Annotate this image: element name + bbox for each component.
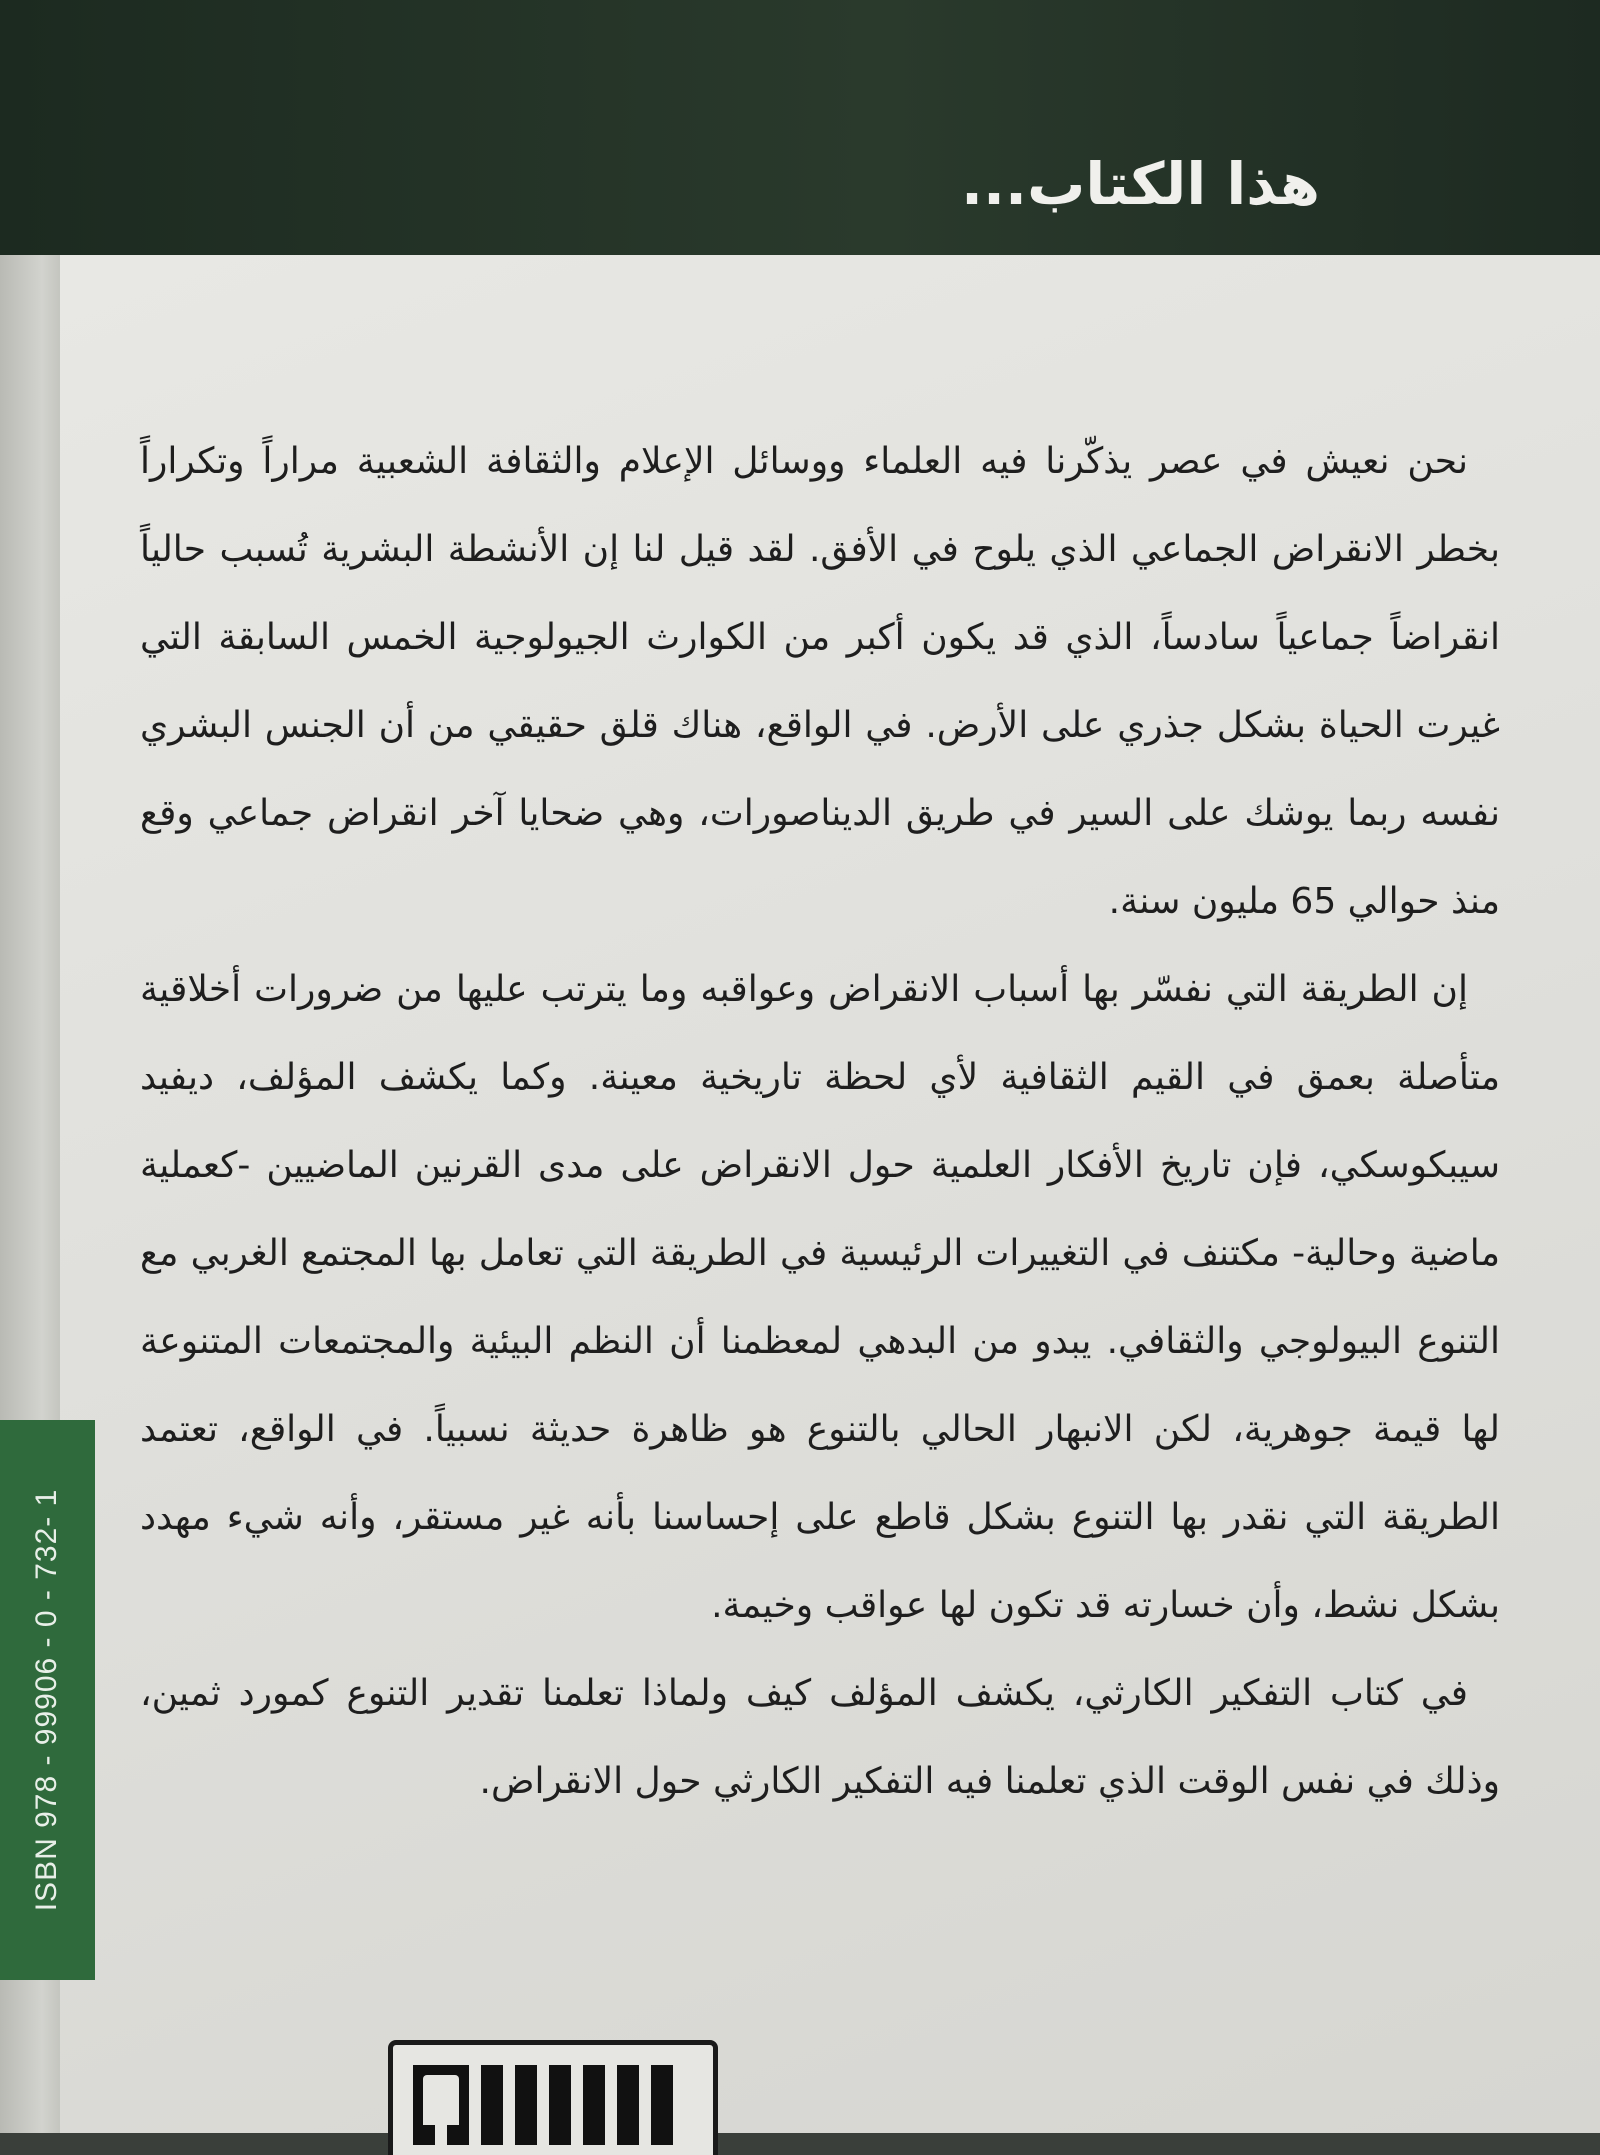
header-band	[0, 0, 1600, 255]
section-title: هذا الكتاب...	[960, 150, 1320, 218]
paragraph-1: نحن نعيش في عصر يذكّرنا فيه العلماء ووسائل الإعلام والثقافة الشعبية مراراً وتكراراً بخطر الانقراض الجماعي الذي يلوح في الأفق. لقد قيل لنا إن الأنشطة البشرية تُسبب حالياً انقراضاً جماعياً سادساً، الذي قد يكون أكبر من الكوارث الجيولوجية الخمس السابقة التي غيرت الحياة بشكل جذري على الأرض. في الواقع، هناك قلق حقيقي من أن الجنس البشري نفسه ربما يوشك على السير في طريق الديناصورات، وهي ضحايا آخر انقراض جماعي وقع منذ حوالي 65 مليون سنة.	[140, 441, 1500, 922]
paragraph-2: إن الطريقة التي نفسّر بها أسباب الانقراض وعواقبه وما يترتب عليها من ضرورات أخلاقية متأصلة بعمق في القيم الثقافية لأي لحظة تاريخية معينة. وكما يكشف المؤلف، ديفيد سيبكوسكي، فإن تاريخ الأفكار العلمية حول الانقراض على مدى القرنين الماضيين -كعملية ماضية وحالية- مكتنف في التغييرات الرئيسية في الطريقة التي تعامل بها المجتمع الغربي مع التنوع البيولوجي والثقافي. يبدو من البدهي لمعظمنا أن النظم البيئية والمجتمعات المتنوعة لها قيمة جوهرية، لكن الانبهار الحالي بالتنوع هو ظاهرة حديثة نسبياً. في الواقع، تعتمد الطريقة التي نقدر بها التنوع بشكل قاطع على إحساسنا بأنه غير مستقر، وأنه شيء مهدد بشكل نشط، وأن خسارته قد تكون لها عواقب وخيمة.	[140, 969, 1500, 1626]
blurb-text	[140, 418, 1500, 1826]
qr-finder-pattern	[413, 2065, 469, 2125]
qr-code-frame	[388, 2040, 718, 2155]
isbn-label: ISBN 978 - 99906 - 0 - 732- 1	[30, 1488, 63, 1912]
paragraph-3: في كتاب التفكير الكارثي، يكشف المؤلف كيف ولماذا تعلمنا تقدير التنوع كمورد ثمين، وذلك في نفس الوقت الذي تعلمنا فيه التفكير الكارثي حول الانقراض.	[140, 1673, 1500, 1802]
